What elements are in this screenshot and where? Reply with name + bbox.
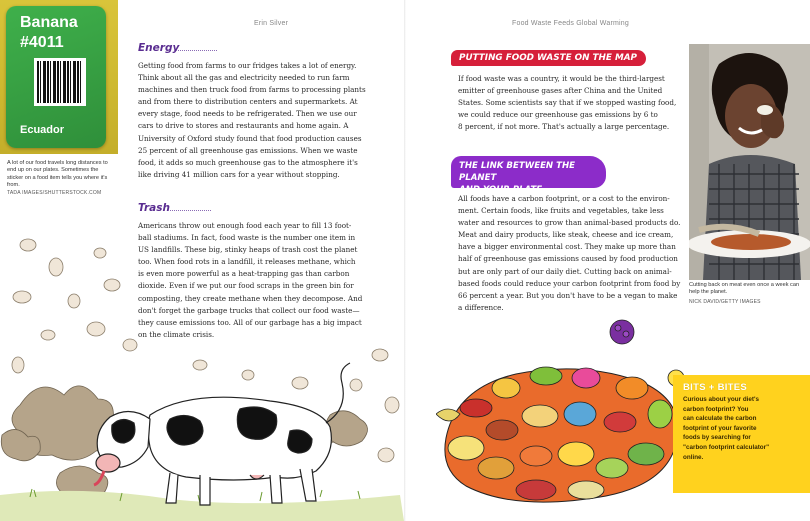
link-body-line: Meat and dairy products, like steak, cheese and ice cream,	[458, 230, 674, 240]
map-section-body	[458, 73, 677, 133]
trash-body-line: too. When food rots in a landfill, it releases methane, which	[138, 257, 356, 267]
link-body-line: 66 percent a year. But you don't have to be a vegan to make	[458, 290, 678, 300]
trash-body-line: don't forget the garbage trucks that collect our food waste—	[138, 305, 360, 315]
energy-body-line: and from there to distribution centers and supermarkets. At	[138, 97, 358, 107]
trash-body-line: is even more powerful as a heat-trapping gas than carbon	[138, 269, 350, 279]
bits-bites-title: BITS + BITES	[683, 382, 748, 393]
link-section-body	[458, 193, 681, 314]
running-head-author: Erin Silver	[254, 20, 289, 27]
energy-body-line: machines and then truck food from farms to processing plants	[138, 85, 366, 95]
energy-body-line: University of Oxford study found that food production causes	[138, 133, 362, 143]
link-body-line: based foods could reduce your carbon footprint from food by	[458, 278, 681, 288]
trash-body-line: on the climate crisis.	[138, 329, 215, 339]
link-body-line: All foods have a carbon footprint, or a cost to the environ-	[458, 194, 670, 203]
sticker-brand: Banana	[20, 14, 78, 31]
bits-body-line: foods by searching for	[683, 434, 751, 442]
map-body-line: States. Some scientists say that if we stopped wasting food,	[458, 98, 677, 108]
trash-body-line: US landfills. These big, stinky heaps of trash cost the planet	[138, 245, 358, 255]
energy-body-line: cars to drive to stores and restaurants and home again. A	[138, 121, 349, 131]
energy-body-line: food, it adds so much greenhouse gas to the atmosphere it's	[138, 157, 358, 167]
link-body-line: half of greenhouse gas emissions caused by food production	[458, 254, 678, 264]
sticker-origin: Ecuador	[20, 124, 65, 136]
trash-body-line: ball stadiums. In fact, food waste is the number one item in	[138, 233, 356, 243]
page-gutter	[404, 0, 406, 521]
energy-body-line: like driving 41 million cars for a year without stopping.	[138, 169, 340, 179]
food-pile-illustration	[436, 318, 686, 518]
trash-body-line: dioxide. Even if we put our food scraps in the green bin for	[138, 281, 354, 291]
energy-heading: Energy	[138, 42, 180, 54]
link-body-line: water and resources to grow than animal-based products do.	[458, 218, 681, 228]
map-body-line: 8 percent, if not more. That's actually a large percentage.	[458, 122, 670, 132]
link-banner-line1: THE LINK BETWEEN THE PLANET	[459, 161, 576, 183]
trash-heading: Trash	[138, 202, 170, 214]
banana-credit: TADA IMAGES/SHUTTERSTOCK.COM	[7, 190, 102, 196]
map-body-line: If food waste was a country, it would be the third-largest	[458, 74, 665, 83]
bits-body-line: footprint of your favorite	[683, 424, 757, 432]
bits-body-line: carbon footprint? You	[683, 405, 749, 413]
sticker-code: #4011	[20, 34, 64, 51]
trash-body-line: composting, they create methane when they decompose. And	[138, 293, 363, 303]
bits-body-line: online.	[683, 453, 704, 461]
girl-eating-photo	[689, 44, 810, 280]
energy-body-line: Getting food from farms to our fridges takes a lot of energy.	[138, 61, 357, 70]
barcode	[34, 58, 86, 106]
banana-caption: A lot of our food travels long distances to end up on our plates. Sometimes the sticker on a food item tells you where it's from.	[7, 160, 108, 188]
bits-body-line: Curious about your diet's	[683, 396, 760, 403]
girl-credit: NICK DAVID/GETTY IMAGES	[689, 299, 761, 305]
link-banner-line2: AND YOUR PLATE	[459, 185, 543, 195]
running-head-title: Food Waste Feeds Global Warming	[512, 20, 629, 27]
link-body-line: ment. Certain foods, like fruits and vegetables, take less	[458, 206, 664, 216]
cow-compost-illustration	[0, 205, 404, 521]
bits-bites-callout	[673, 375, 810, 493]
produce-sticker	[6, 6, 106, 148]
map-section-banner: PUTTING FOOD WASTE ON THE MAP	[451, 50, 646, 66]
energy-body	[138, 60, 378, 181]
trash-body-line: they cause emissions too. All of our garbage has a big impact	[138, 317, 362, 327]
cow	[94, 363, 350, 505]
map-body-line: emitter of greenhouse gases after China and the United	[458, 86, 663, 96]
energy-body-line: 25 percent of all greenhouse gas emissions. When we waste	[138, 145, 358, 155]
map-body-line: we could reduce our greenhouse gas emissions by 6 to	[458, 110, 658, 120]
girl-eating-image	[689, 44, 810, 280]
trash-body-line: Americans throw out enough food each year to fill 13 foot-	[138, 221, 352, 230]
link-body-line: have a bigger environmental cost. They make up more than	[458, 242, 676, 252]
energy-heading-rule	[174, 50, 217, 51]
bits-bites-body	[683, 395, 803, 462]
girl-caption: Cutting back on meat even once a week can help the planet.	[689, 282, 800, 296]
energy-body-line: every stage, food needs to be refrigerated. Then we use our	[138, 109, 357, 119]
link-body-line: but are only part of our daily diet. Cutting back on animal-	[458, 266, 672, 276]
banana-sticker-photo	[0, 0, 118, 154]
link-section-banner	[451, 156, 606, 195]
link-body-line: a difference.	[458, 302, 504, 312]
energy-body-line: Think about all the gas and electricity needed to run farm	[138, 73, 350, 83]
bits-body-line: can calculate the carbon	[683, 415, 757, 423]
bits-body-line: "carbon footprint calculator"	[683, 443, 770, 451]
